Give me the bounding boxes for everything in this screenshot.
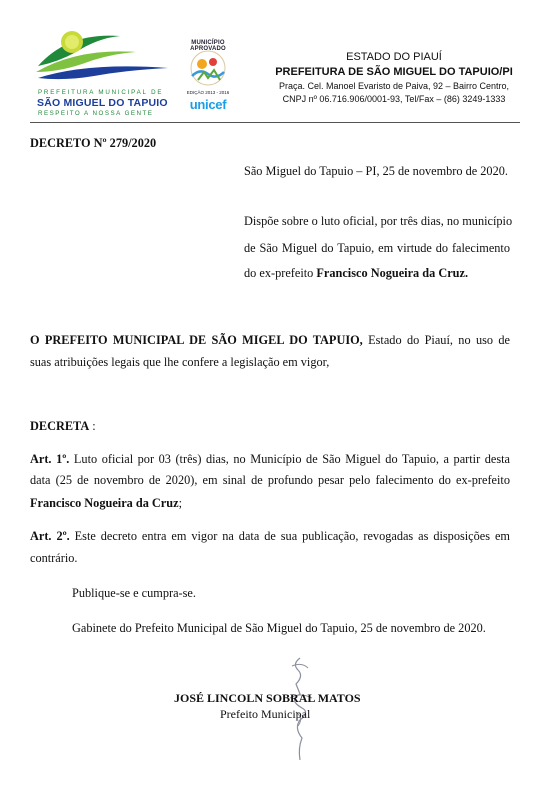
logo-line-2: SÃO MIGUEL DO TAPUIO [37, 97, 168, 109]
seal-caption: MUNICÍPIO APROVADO [190, 40, 226, 52]
preamble-line-2: suas atribuições legais que lhe confere a legislação em vigor, [30, 355, 330, 369]
art1-text-3: ; [178, 496, 182, 510]
signer-title: Prefeito Municipal [220, 707, 311, 721]
deceased-name: Francisco Nogueira da Cruz. [316, 266, 469, 280]
art2-label: Art. 2º. [30, 529, 70, 543]
seal-edition: EDIÇÃO 2013 - 2016 [186, 90, 230, 95]
org-contact: CNPJ nº 06.716.906/0001-93, Tel/Fax – (86) 3249-1333 [282, 94, 506, 104]
art2-line-1 [30, 528, 510, 544]
logo-line-3: RESPEITO A NOSSA GENTE [38, 110, 154, 117]
summary-line-3 [244, 265, 468, 281]
org-address: Praça. Cel. Manoel Evaristo de Paiva, 92 – Bairro Centro, [278, 81, 510, 91]
decreta-colon: : [89, 419, 96, 433]
preamble-line-1 [30, 332, 510, 348]
decree-number: DECRETO Nº 279/2020 [30, 136, 157, 150]
logo-swoosh-icon [28, 26, 170, 88]
preamble-authority: O PREFEITO MUNICIPAL DE SÃO MIGEL DO TAPUIO, [30, 333, 363, 347]
summary-line-2: de São Miguel do Tapuio, em virtude do falecimento [244, 241, 510, 255]
header-divider [30, 122, 520, 123]
org-name: PREFEITURA DE SÃO MIGUEL DO TAPUIO/PI [275, 66, 513, 78]
place-date: São Miguel do Tapuio – PI, 25 de novembro de 2020. [244, 164, 508, 178]
logo-line-1: PREFEITURA MUNICIPAL DE [38, 89, 164, 96]
art1-line-2: data (25 de novembro de 2020), em sinal de profundo pesar pelo falecimento do ex-prefeito [30, 473, 510, 487]
seal-emblem-icon [178, 46, 238, 94]
publish-line: Publique-se e cumpra-se. [72, 586, 196, 600]
art1-line-1 [30, 451, 510, 467]
org-state: ESTADO DO PIAUÍ [346, 51, 442, 63]
summary-line-1: Dispõe sobre o luto oficial, por três dias, no município [244, 214, 513, 228]
signer-name: JOSÉ LINCOLN SOBRAL MATOS [174, 691, 361, 705]
closing-line: Gabinete do Prefeito Municipal de São Miguel do Tapuio, 25 de novembro de 2020. [72, 621, 486, 635]
art2-line-2: contrário. [30, 551, 78, 565]
municipal-logo [28, 26, 170, 117]
art1-line-3 [30, 495, 182, 511]
unicef-wordmark: unicef [189, 97, 227, 112]
decreta-word: DECRETA [30, 419, 90, 433]
preamble-text: Estado do Piauí, no uso de [362, 333, 510, 347]
art2-text-1: Este decreto entra em vigor na data de sua publicação, revogadas as disposições em [69, 529, 510, 543]
decreta-heading [30, 418, 96, 434]
org-header [260, 50, 528, 106]
summary-line-3-text: do ex-prefeito [244, 266, 317, 280]
unicef-seal [178, 40, 238, 112]
art1-name: Francisco Nogueira da Cruz [30, 496, 179, 510]
art1-label: Art. 1º. [30, 452, 70, 466]
art1-text-1: Luto oficial por 03 (três) dias, no Município de São Miguel do Tapuio, a partir desta [69, 452, 510, 466]
